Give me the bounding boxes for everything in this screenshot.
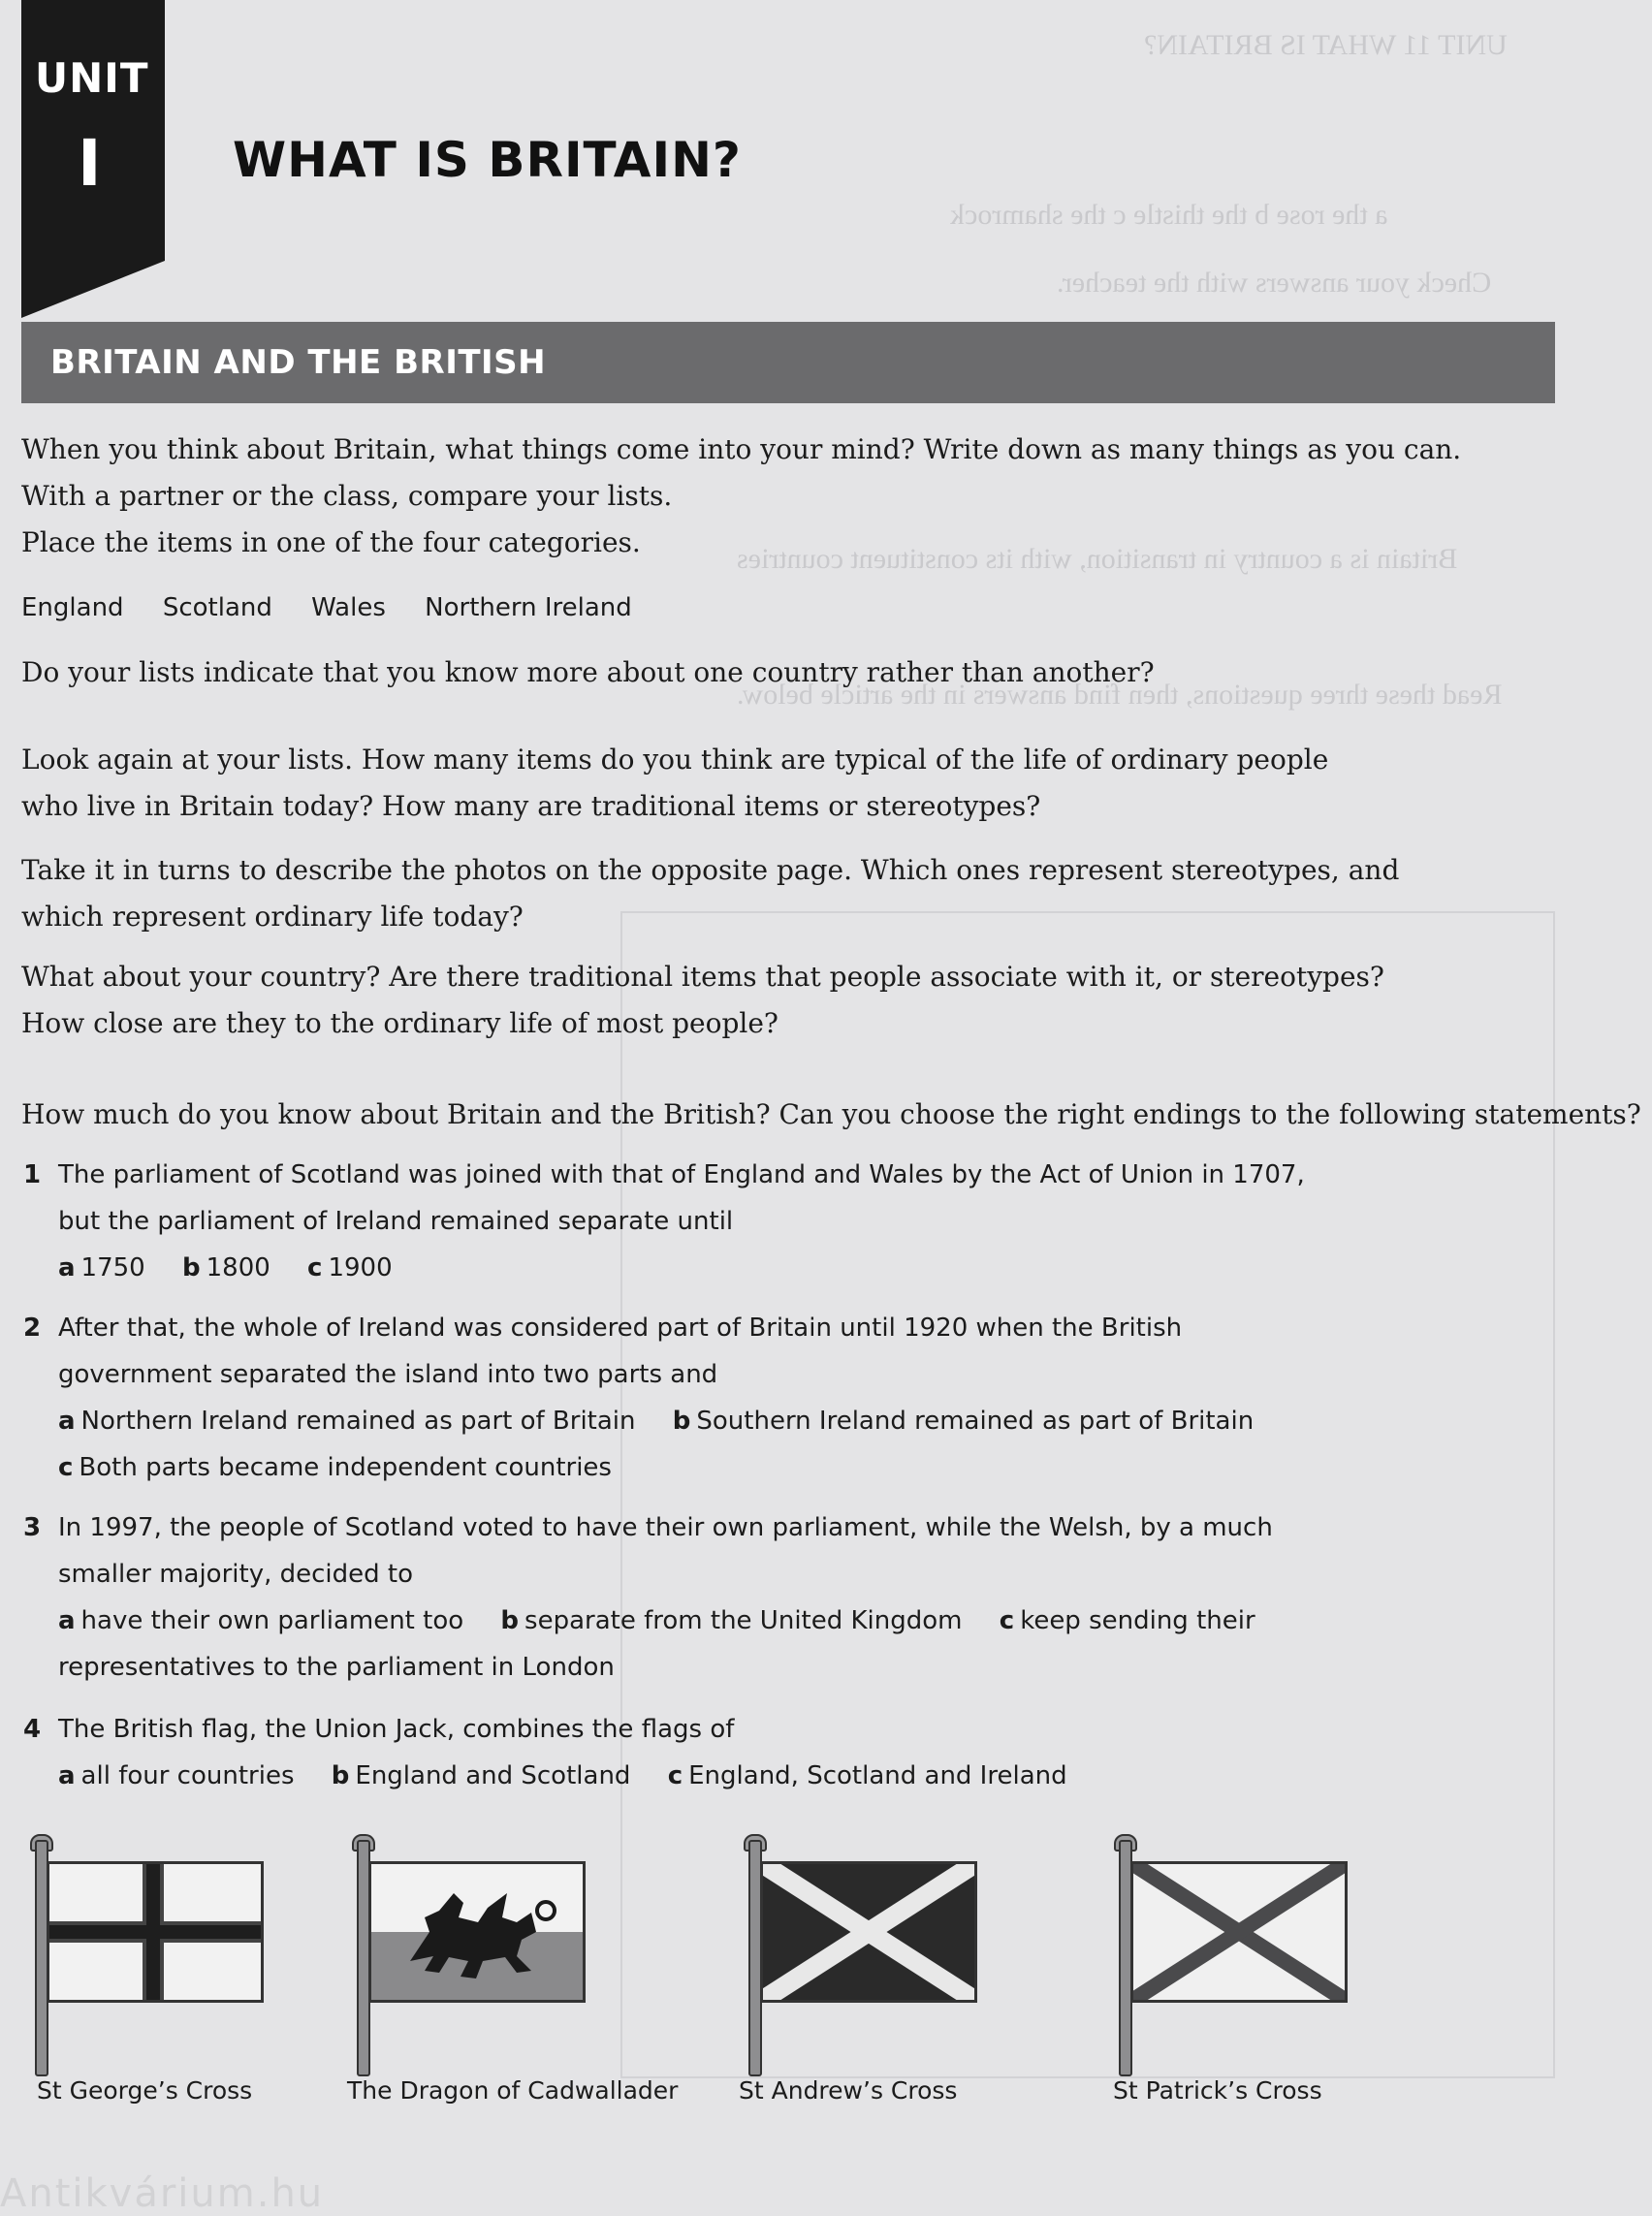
show-through-text: Check your answers with the teacher. [1057, 267, 1492, 299]
flag-caption: St George’s Cross [37, 2076, 253, 2105]
quiz-option: a all four countries [58, 1761, 295, 1790]
quiz-text: After that, the whole of Ireland was considered part of Britain until 1920 when the British [58, 1314, 1183, 1343]
your-country-line: How close are they to the ordinary life of most people? [21, 1007, 778, 1039]
st-georges-cross-flag-icon [25, 1834, 277, 2086]
show-through-text: Read these three questions, then find answers in the article below. [737, 679, 1503, 711]
category-list [21, 593, 663, 622]
lists-question: Do your lists indicate that you know more about one country rather than another? [21, 656, 1155, 688]
quiz-text: The British flag, the Union Jack, combines the flags of [58, 1715, 735, 1744]
photos-paragraph [21, 847, 1399, 940]
photos-line: which represent ordinary life today? [21, 901, 524, 933]
quiz-option: a 1750 [58, 1253, 145, 1282]
quiz-option: c Both parts became independent countries [58, 1453, 612, 1482]
intro-line: With a partner or the class, compare your lists. [21, 480, 673, 512]
quiz-number: 1 [23, 1160, 42, 1189]
unit-label: UNIT [35, 54, 149, 102]
chapter-title: WHAT IS BRITAIN? [233, 132, 742, 188]
intro-paragraph [21, 427, 1461, 566]
quiz-option: c England, Scotland and Ireland [667, 1761, 1067, 1790]
quiz-text: but the parliament of Ireland remained separate until [58, 1207, 734, 1236]
quiz-intro: How much do you know about Britain and the British? Can you choose the right endings to the following statements? [21, 1098, 1641, 1130]
show-through-text: Britain is a country in transition, with its constituent countries [737, 543, 1458, 575]
intro-line: When you think about Britain, what things come into your mind? Write down as many things as you can. [21, 433, 1462, 465]
quiz-option: c keep sending their [999, 1606, 1255, 1635]
photos-line: Take it in turns to describe the photos on the opposite page. Which ones represent stereotypes, and [21, 854, 1400, 886]
st-patricks-cross-flag-icon [1109, 1834, 1361, 2086]
quiz-number: 3 [23, 1513, 42, 1542]
flag-caption: The Dragon of Cadwallader [347, 2076, 679, 2105]
category-northern-ireland: Northern Ireland [425, 593, 632, 622]
category-wales: Wales [311, 593, 386, 622]
quiz-option: b England and Scotland [331, 1761, 631, 1790]
quiz-option: b separate from the United Kingdom [500, 1606, 963, 1635]
section-banner [21, 322, 1555, 403]
quiz-number: 4 [23, 1715, 42, 1744]
quiz-number: 2 [23, 1314, 42, 1343]
st-andrews-cross-flag-icon [739, 1834, 991, 2086]
look-again-line: who live in Britain today? How many are traditional items or stereotypes? [21, 790, 1041, 822]
quiz-option: c 1900 [307, 1253, 393, 1282]
your-country-line: What about your country? Are there traditional items that people associate with it, or stereotypes? [21, 961, 1384, 993]
show-through-text: a the rose b the thistle c the shamrock [950, 199, 1388, 231]
unit-number: I [78, 126, 102, 201]
watermark: Antikvárium.hu [0, 2171, 325, 2216]
welsh-dragon-flag-icon [347, 1834, 599, 2086]
quiz-text: The parliament of Scotland was joined with that of England and Wales by the Act of Union in 1707, [58, 1160, 1305, 1189]
intro-line: Place the items in one of the four categories. [21, 526, 641, 558]
category-england: England [21, 593, 124, 622]
quiz-text: representatives to the parliament in London [58, 1653, 615, 1682]
quiz-option: b Southern Ireland remained as part of Britain [672, 1407, 1255, 1436]
quiz-text: government separated the island into two parts and [58, 1360, 718, 1389]
flag-caption: St Patrick’s Cross [1113, 2076, 1322, 2105]
quiz-option: a have their own parliament too [58, 1606, 464, 1635]
quiz-option: b 1800 [181, 1253, 270, 1282]
your-country-paragraph [21, 954, 1384, 1047]
show-through-text: UNIT 11 WHAT IS BRITAIN? [1144, 29, 1508, 61]
quiz-text: In 1997, the people of Scotland voted to have their own parliament, while the Welsh, by a much [58, 1513, 1273, 1542]
quiz-text: smaller majority, decided to [58, 1560, 414, 1589]
look-again-paragraph [21, 737, 1328, 830]
look-again-line: Look again at your lists. How many items do you think are typical of the life of ordinary people [21, 744, 1329, 776]
category-scotland: Scotland [162, 593, 272, 622]
flag-caption: St Andrew’s Cross [739, 2076, 958, 2105]
quiz-option: a Northern Ireland remained as part of Britain [58, 1407, 636, 1436]
section-title: BRITAIN AND THE BRITISH [50, 343, 547, 382]
